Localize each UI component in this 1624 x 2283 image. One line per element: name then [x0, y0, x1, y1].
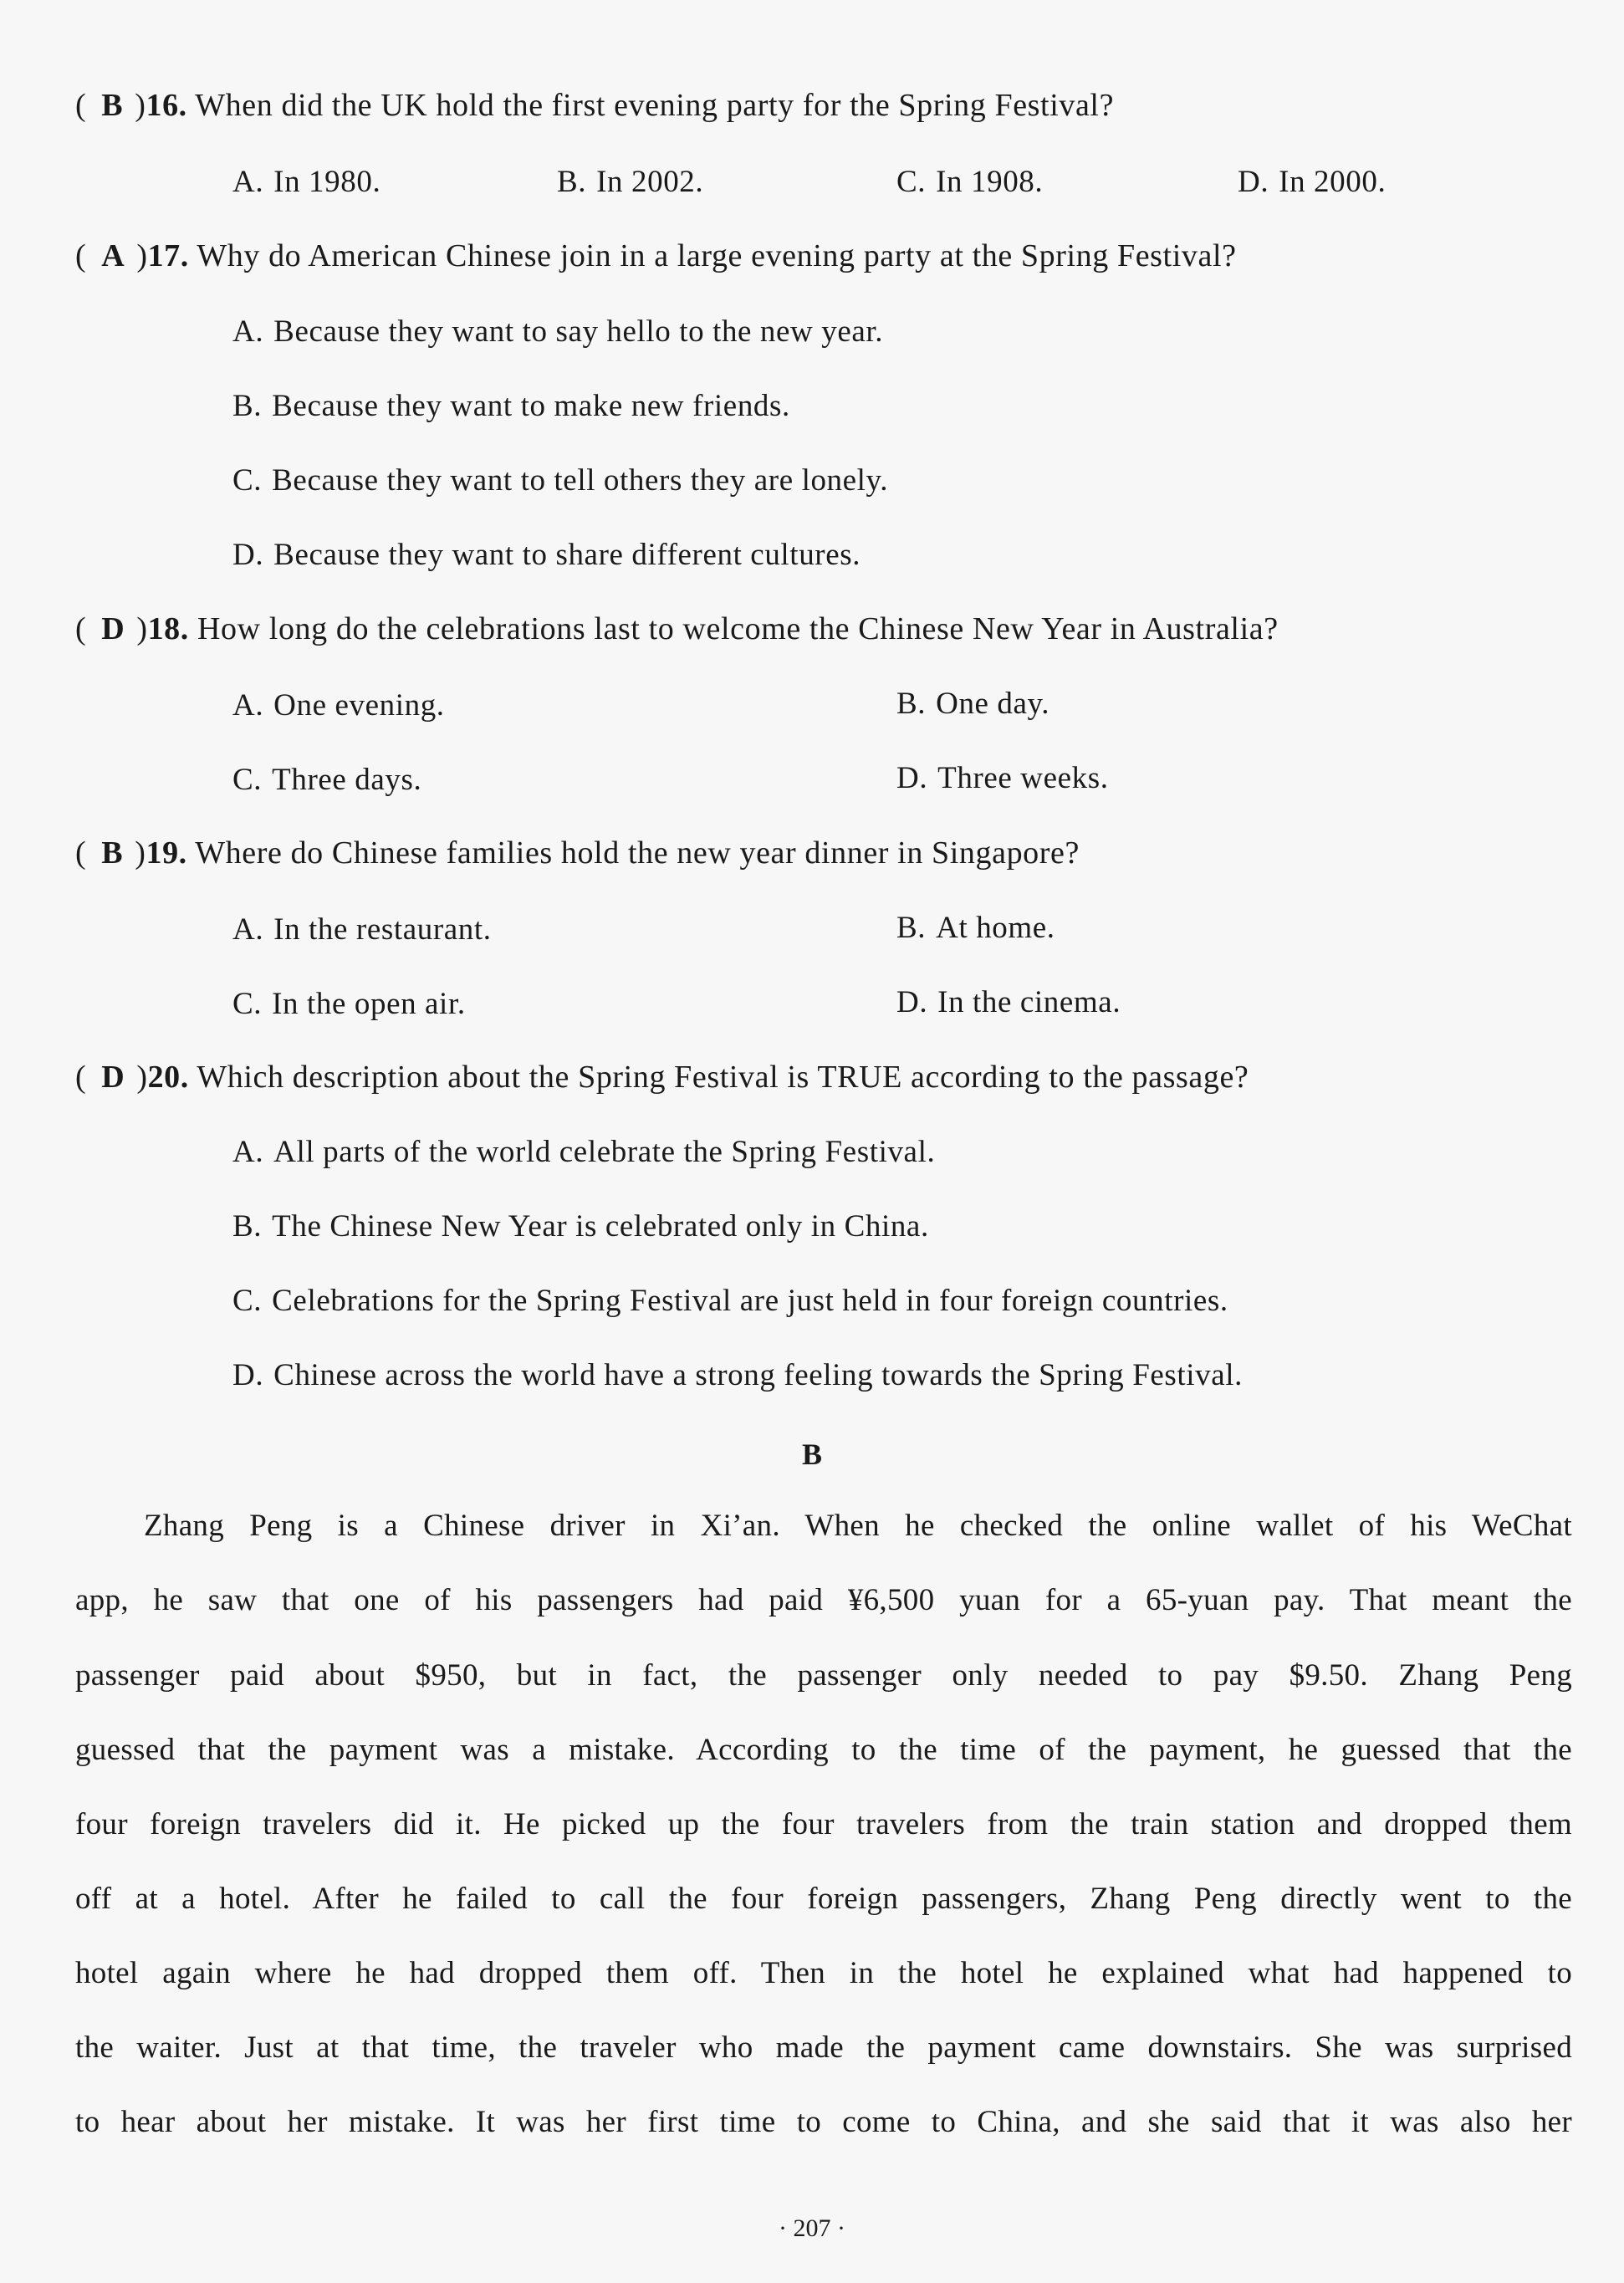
option-16-d: D. In 2000. [1238, 165, 1387, 199]
option-20-a: A. All parts of the world celebrate the Spring Festival. [232, 1135, 936, 1169]
question-number-16: 16. [146, 88, 187, 123]
option-17-c: C. Because they want to tell others they are lonely. [232, 463, 889, 498]
passage-line: off at a hotel. After he failed to call the four foreign passengers, Zhang Peng directly went to the [75, 1882, 1572, 1916]
option-17-d: D. Because they want to share different cultures. [232, 538, 861, 572]
option-20-d: D. Chinese across the world have a strong feeling towards the Spring Festival. [232, 1358, 1244, 1392]
option-16-a: A. In 1980. [232, 165, 381, 199]
option-20-c: C. Celebrations for the Spring Festival are just held in four foreign countries. [232, 1284, 1228, 1318]
question-16: ( B )16. When did the UK hold the first evening party for the Spring Festival? [75, 88, 1115, 123]
option-16-b: B. In 2002. [557, 165, 704, 199]
question-text-17: Why do American Chinese join in a large evening party at the Spring Festival? [197, 238, 1237, 273]
page-number: · 207 · [779, 2214, 845, 2242]
answer-20: D [101, 1060, 125, 1095]
passage-line: guessed that the payment was a mistake. According to the time of the payment, he guessed that the [75, 1733, 1572, 1767]
question-text-18: How long do the celebrations last to welcome the Chinese New Year in Australia? [197, 611, 1279, 646]
question-number-17: 17. [147, 238, 189, 273]
option-18-c: C. Three days. [232, 763, 422, 797]
option-19-c: C. In the open air. [232, 987, 466, 1021]
option-17-b: B. Because they want to make new friends. [232, 389, 790, 423]
passage-line: hotel again where he had dropped them off. Then in the hotel he explained what had happened to [75, 1956, 1572, 1990]
question-text-20: Which description about the Spring Festival is TRUE according to the passage? [197, 1060, 1249, 1095]
option-18-a: A. One evening. [232, 688, 445, 723]
option-16-c: C. In 1908. [896, 165, 1044, 199]
passage-line: Zhang Peng is a Chinese driver in Xi’an. When he checked the online wallet of his WeChat [144, 1509, 1572, 1543]
question-number-19: 19. [146, 835, 187, 871]
answer-18: D [101, 611, 125, 646]
answer-16: B [101, 88, 124, 123]
question-17: ( A )17. Why do American Chinese join in a large evening party at the Spring Festival? [75, 238, 1237, 273]
option-20-b: B. The Chinese New Year is celebrated only in China. [232, 1209, 929, 1244]
passage-line: to hear about her mistake. It was her first time to come to China, and she said that it was also her [75, 2105, 1572, 2139]
passage-line: four foreign travelers did it. He picked up the four travelers from the train station and dropped them [75, 1807, 1572, 1841]
section-heading: B [801, 1438, 822, 1471]
question-text-19: Where do Chinese families hold the new year dinner in Singapore? [195, 835, 1080, 871]
passage-line: the waiter. Just at that time, the traveler who made the payment came downstairs. She was surprised [75, 2030, 1572, 2065]
option-19-a: A. In the restaurant. [232, 912, 492, 947]
passage-line: app, he saw that one of his passengers had paid ¥6,500 yuan for a 65-yuan pay. That meant the [75, 1583, 1572, 1617]
question-18: ( D )18. How long do the celebrations last to welcome the Chinese New Year in Australia? [75, 611, 1279, 646]
option-19-b: B. At home. [896, 911, 1055, 945]
answer-17: A [101, 238, 125, 273]
question-text-16: When did the UK hold the first evening party for the Spring Festival? [195, 88, 1115, 123]
option-18-d: D. Three weeks. [896, 761, 1109, 795]
question-number-20: 20. [147, 1060, 189, 1095]
answer-19: B [101, 835, 124, 871]
question-20: ( D )20. Which description about the Spring Festival is TRUE according to the passage? [75, 1060, 1249, 1095]
option-17-a: A. Because they want to say hello to the new year. [232, 314, 884, 349]
option-19-d: D. In the cinema. [896, 985, 1121, 1019]
passage-line: passenger paid about $950, but in fact, the passenger only needed to pay $9.50. Zhang Peng [75, 1658, 1572, 1693]
option-18-b: B. One day. [896, 687, 1050, 721]
question-number-18: 18. [147, 611, 189, 646]
question-19: ( B )19. Where do Chinese families hold the new year dinner in Singapore? [75, 835, 1080, 871]
